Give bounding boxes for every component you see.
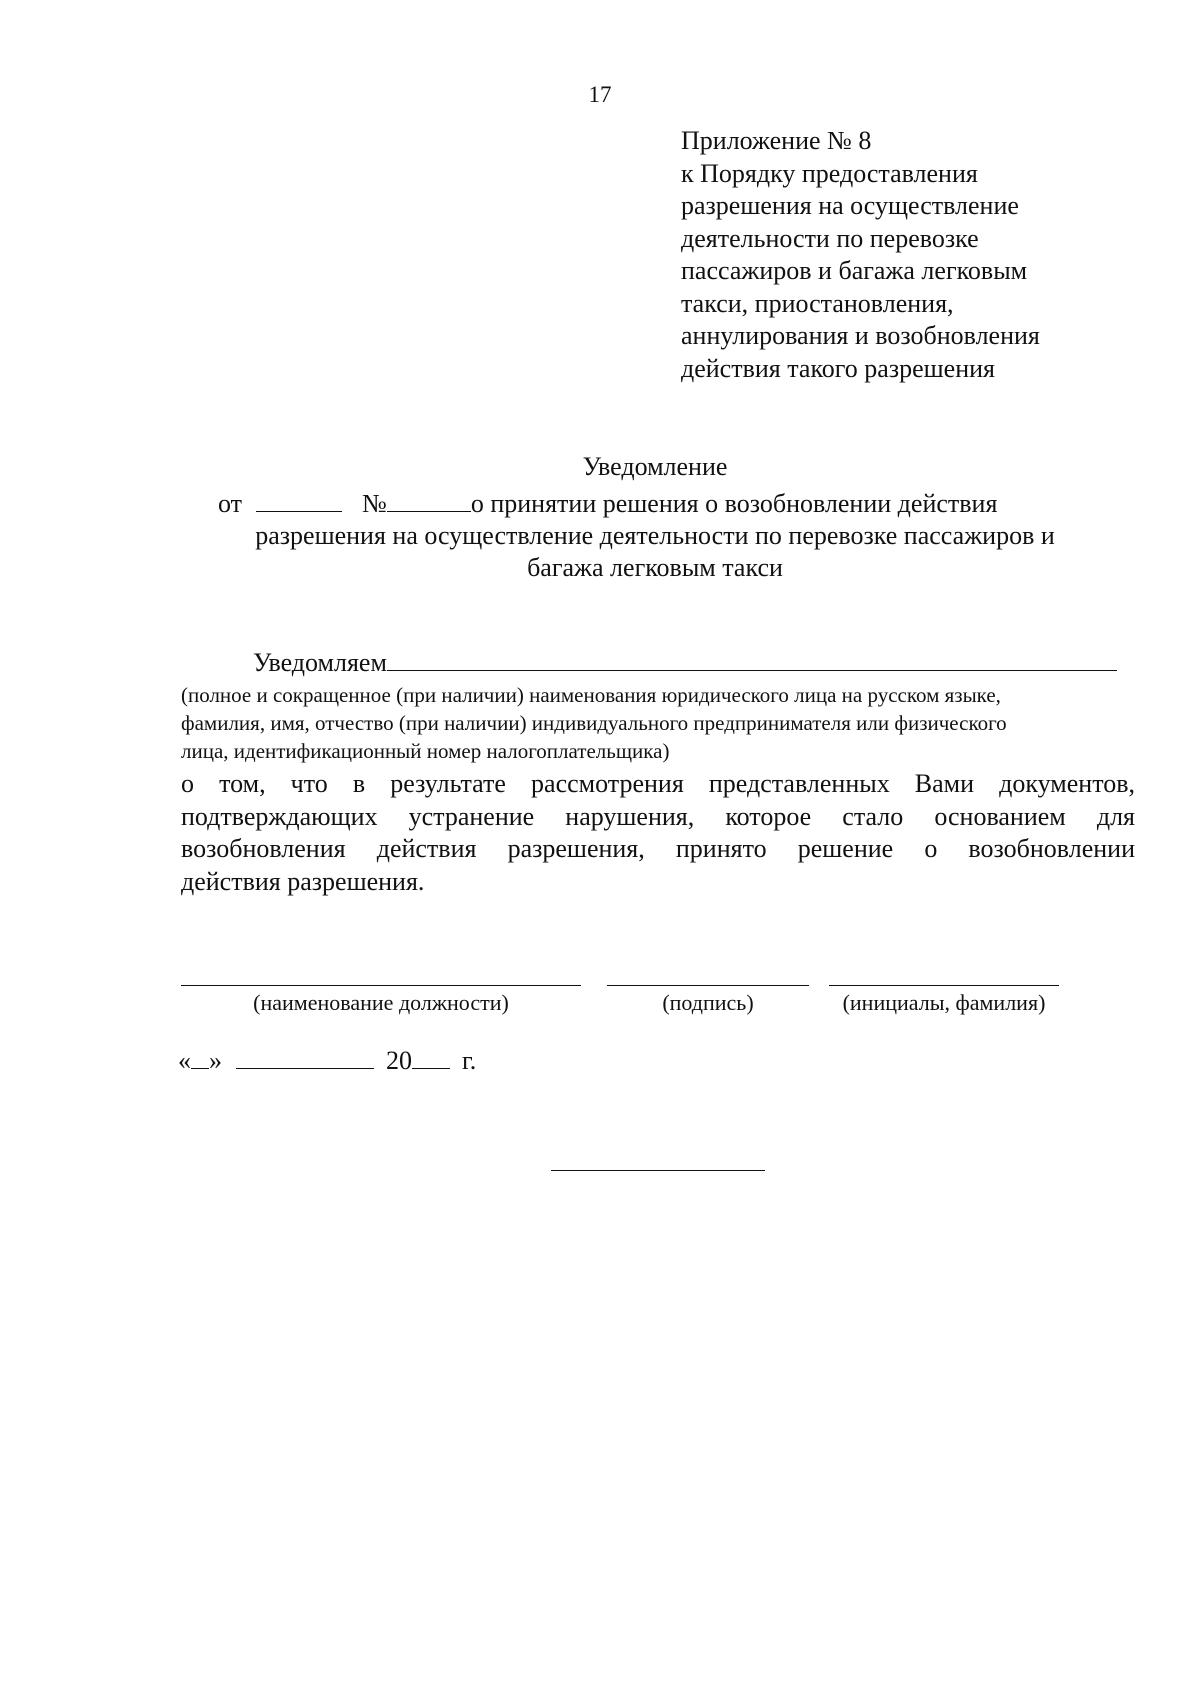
signature-caption: (подпись) <box>662 990 754 1015</box>
year-blank <box>412 1046 450 1069</box>
subject-line <box>218 489 997 519</box>
appendix-line: деятельности по перевозке <box>681 223 979 253</box>
day-blank <box>191 1046 209 1069</box>
date-blank <box>256 489 342 512</box>
subject-line: багажа легковым такси <box>527 553 783 582</box>
subject-text: о принятии решения о возобновлении действия <box>470 489 998 518</box>
hint-line: фамилия, имя, отчество (при наличии) индивидуального предпринимателя или физического <box>181 711 1007 735</box>
name-signature-line <box>829 985 1059 986</box>
end-of-document-line <box>551 1170 765 1171</box>
body-line: действия разрешения. <box>181 866 425 896</box>
position-signature-line <box>181 985 581 986</box>
open-quote: « <box>178 1046 191 1075</box>
notify-label: Уведомляем <box>253 648 387 677</box>
appendix-line: разрешения на осуществление <box>681 191 1019 220</box>
appendix-block <box>681 125 1040 385</box>
appendix-line: Приложение № 8 <box>681 126 872 155</box>
month-blank <box>236 1046 374 1069</box>
year-suffix: г. <box>462 1046 477 1075</box>
position-caption: (наименование должности) <box>253 990 509 1015</box>
number-blank <box>387 489 471 512</box>
page-number: 17 <box>588 82 612 107</box>
signature-line <box>607 985 809 986</box>
body-line: возобновления действия разрешения, принято решение о возобновлении <box>181 834 1135 863</box>
document-title: Уведомление <box>582 452 728 481</box>
appendix-line: к Порядку предоставления <box>681 158 978 188</box>
number-label: № <box>362 489 387 518</box>
date-line <box>178 1046 476 1076</box>
appendix-line: действия такого разрешения <box>681 353 995 383</box>
body-paragraph <box>181 768 1135 898</box>
appendix-line: аннулирования и возобновления <box>681 321 1040 350</box>
close-quote: » <box>209 1046 222 1075</box>
from-label: от <box>218 489 243 518</box>
recipient-hint <box>181 681 1136 765</box>
hint-line: (полное и сокращенное (при наличии) наименования юридического лица на русском языке, <box>181 683 1001 707</box>
body-line: о том, что в результате рассмотрения представленных Вами документов, <box>181 769 1135 798</box>
body-line: подтверждающих устранение нарушения, которое стало основанием для <box>181 801 1135 831</box>
appendix-line: пассажиров и багажа легковым <box>681 256 1028 285</box>
subject-line: разрешения на осуществление деятельности по перевозке пассажиров и <box>255 521 1055 550</box>
century: 20 <box>386 1046 412 1075</box>
appendix-line: такси, приостановления, <box>681 288 954 318</box>
notify-line <box>253 646 1117 678</box>
hint-line: лица, идентификационный номер налогоплательщика) <box>181 739 670 763</box>
recipient-blank <box>387 646 1117 671</box>
name-caption: (инициалы, фамилия) <box>842 990 1046 1015</box>
